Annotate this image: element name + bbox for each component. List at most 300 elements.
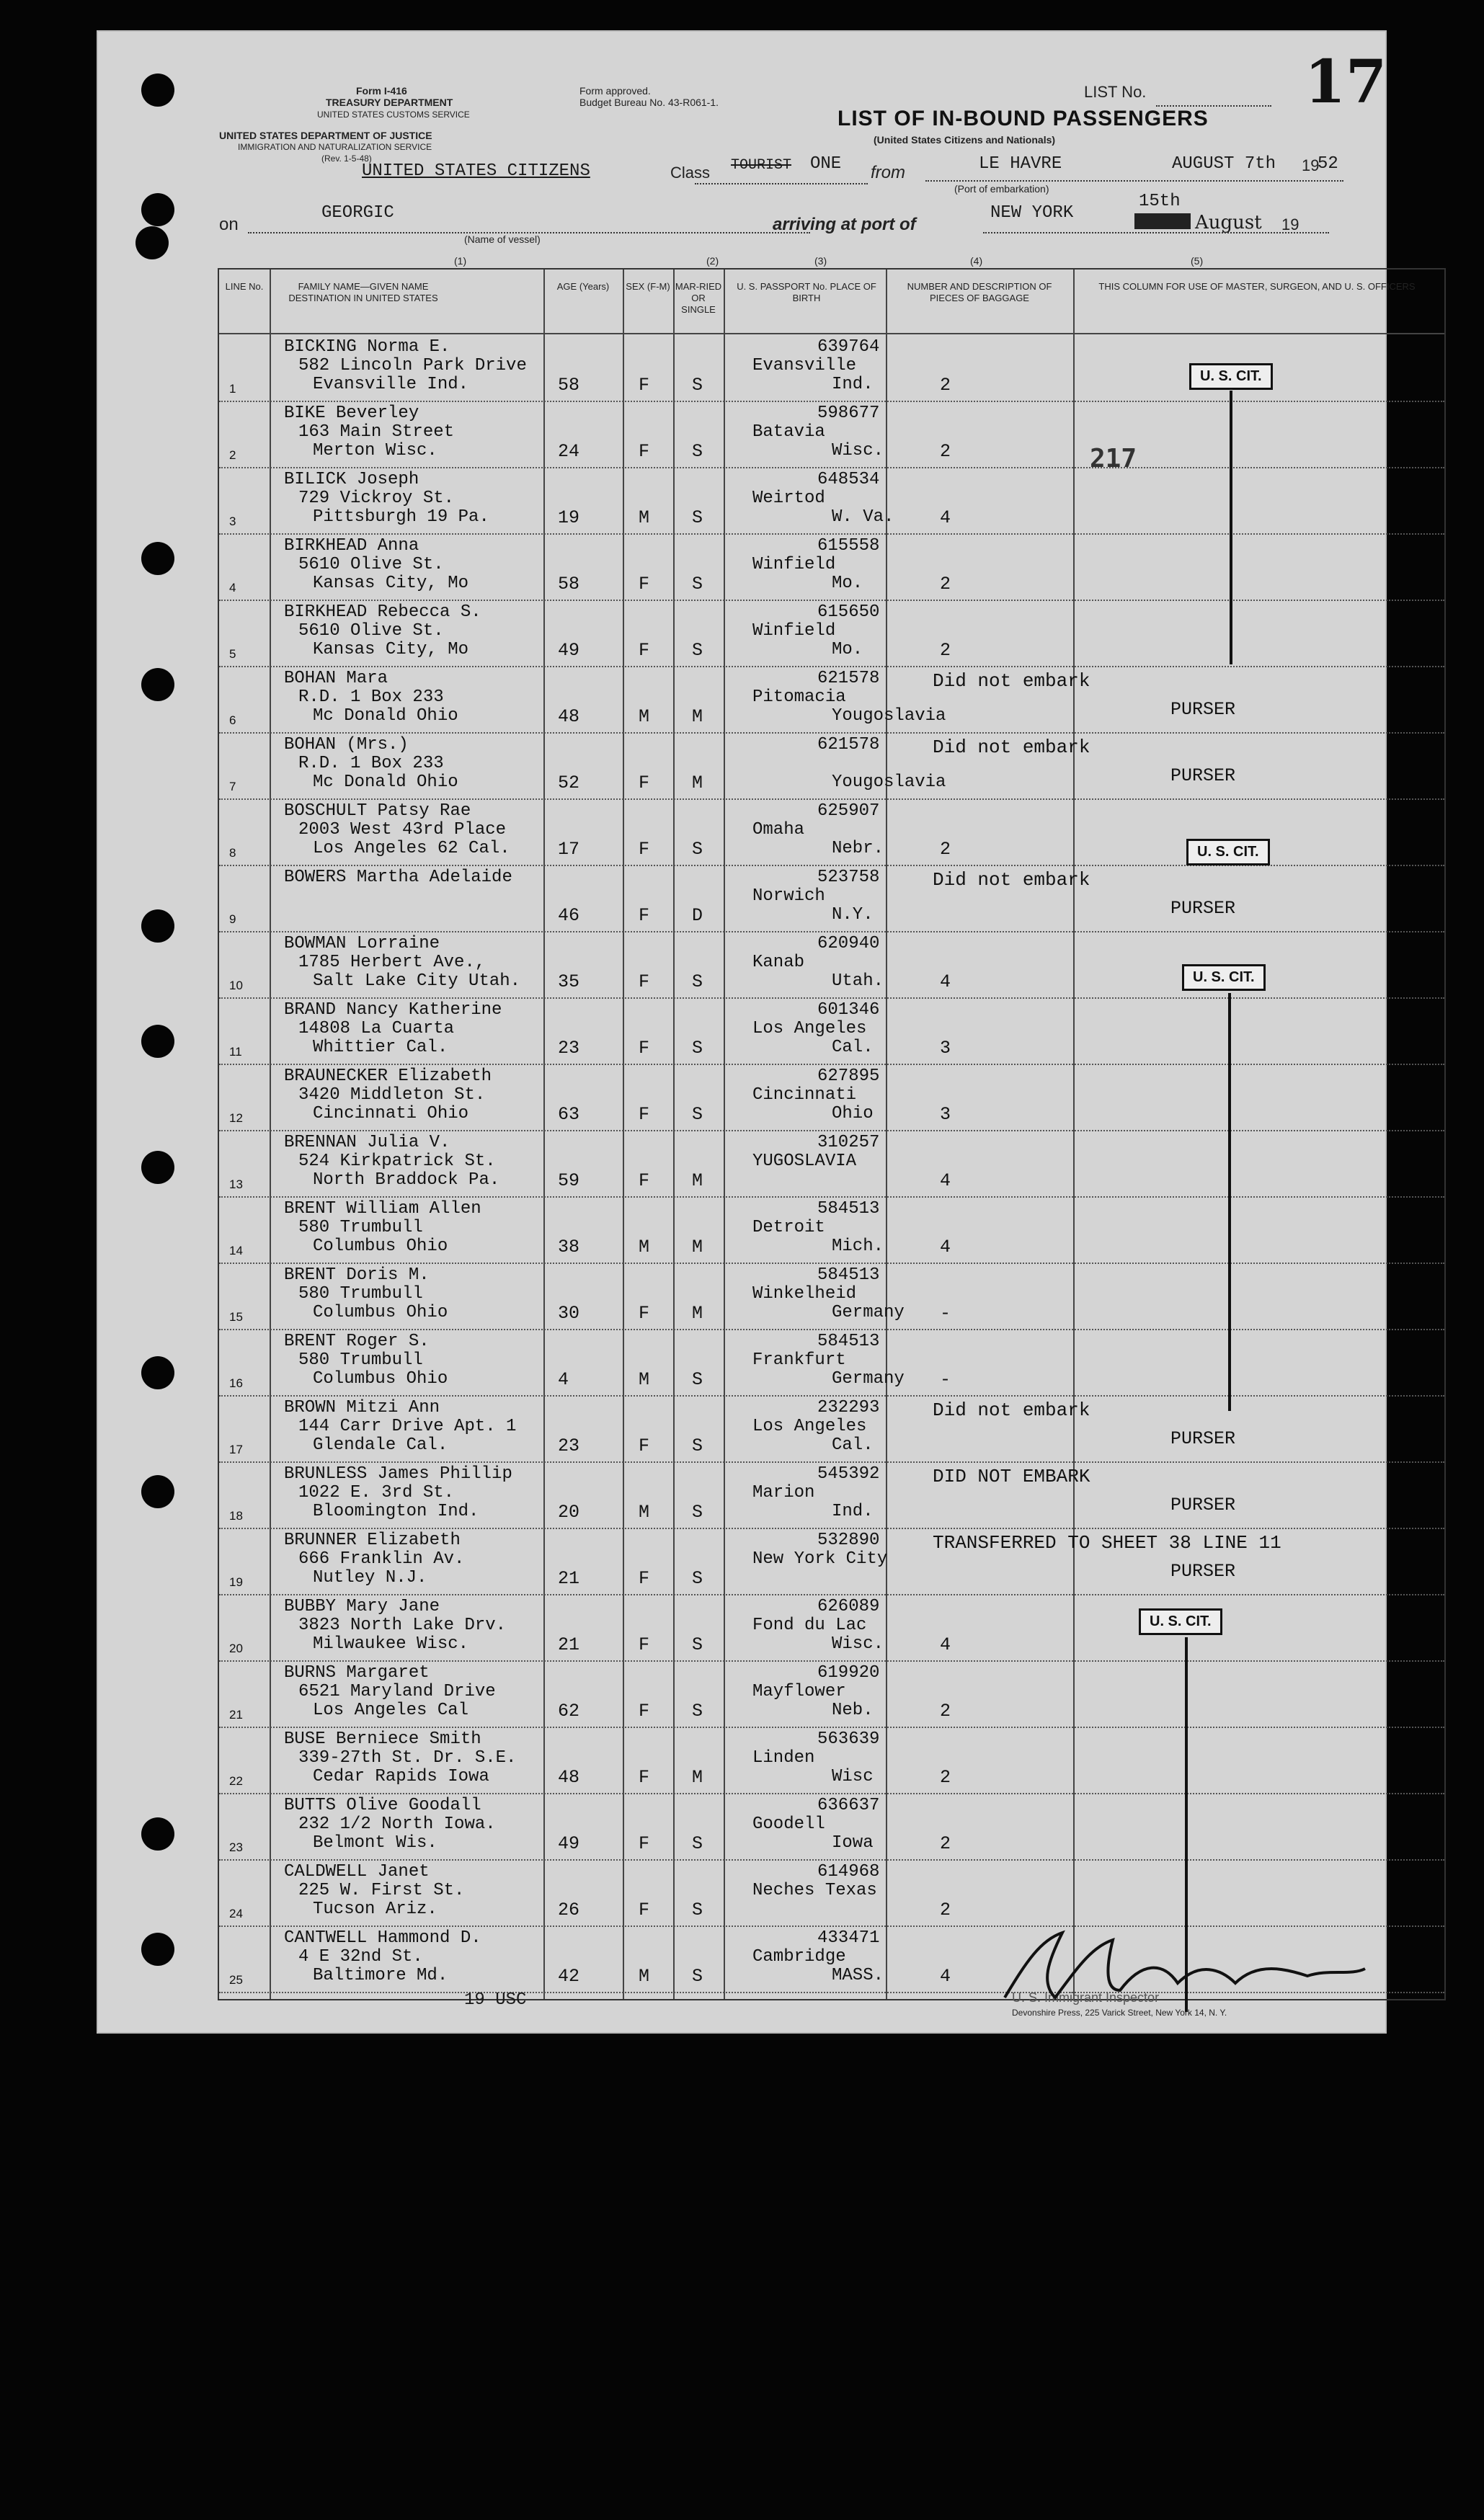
address-city: North Braddock Pa. <box>313 1170 500 1190</box>
birth-place: Detroit <box>752 1218 825 1237</box>
address-street: 14808 La Cuarta <box>298 1019 455 1038</box>
passport-number: 620940 <box>817 934 880 953</box>
passenger-sex: F <box>639 640 650 661</box>
marital-status: S <box>692 1369 703 1390</box>
birth-region: Mo. <box>832 640 863 659</box>
passenger-age: 42 <box>558 1966 580 1987</box>
table-row <box>219 865 1444 932</box>
address-street: 580 Trumbull <box>298 1284 423 1304</box>
marital-status: M <box>692 1767 703 1788</box>
remark: Did not embark <box>933 869 1090 891</box>
marital-status: S <box>692 1833 703 1854</box>
baggage-count: 2 <box>940 441 951 462</box>
address-city: Salt Lake City Utah. <box>313 971 521 991</box>
passenger-age: 23 <box>558 1038 580 1059</box>
passenger-name: BIRKHEAD Anna <box>284 536 419 556</box>
table-row <box>219 732 1444 800</box>
passenger-name: BRENT Roger S. <box>284 1332 430 1351</box>
passenger-sex: F <box>639 971 650 992</box>
address-street: 3823 North Lake Drv. <box>298 1616 507 1635</box>
passenger-name: CANTWELL Hammond D. <box>284 1928 481 1948</box>
marital-status: S <box>692 574 703 595</box>
table-row <box>219 1859 1444 1927</box>
passenger-sex: F <box>639 773 650 793</box>
address-city: Milwaukee Wisc. <box>313 1634 469 1654</box>
purser-note: PURSER <box>1170 1428 1236 1449</box>
address-street: 339-27th St. Dr. S.E. <box>298 1748 517 1768</box>
table-row <box>219 1461 1444 1529</box>
passenger-sex: F <box>639 1435 650 1456</box>
marital-status: M <box>692 706 703 727</box>
vessel-label: (Name of vessel) <box>464 233 541 245</box>
baggage-count: 2 <box>940 1701 951 1722</box>
binder-hole <box>141 1817 174 1851</box>
line-number: 5 <box>229 647 236 661</box>
baggage-count: 4 <box>940 1634 951 1655</box>
passport-number: 625907 <box>817 801 880 821</box>
stamp-217: 217 <box>1090 444 1137 473</box>
citizens-label: UNITED STATES CITIZENS <box>362 161 590 181</box>
line-number: 20 <box>229 1642 243 1655</box>
passenger-age: 49 <box>558 640 580 661</box>
line-number: 1 <box>229 382 236 396</box>
binder-hole <box>141 1025 174 1058</box>
birth-place: Pitomacia <box>752 687 846 707</box>
baggage-count: 4 <box>940 971 951 992</box>
passport-number: 619920 <box>817 1663 880 1683</box>
birth-region: Ohio <box>832 1104 874 1123</box>
address-city: Baltimore Md. <box>313 1966 448 1985</box>
address-street: 666 Franklin Av. <box>298 1549 465 1569</box>
birth-region: Yougoslavia <box>832 773 946 792</box>
marital-status: S <box>692 1568 703 1589</box>
passenger-sex: F <box>639 1767 650 1788</box>
passenger-name: BIKE Beverley <box>284 404 419 423</box>
baggage-count: 4 <box>940 1237 951 1257</box>
table-row <box>219 401 1444 468</box>
table-row <box>219 1064 1444 1131</box>
marital-status: S <box>692 971 703 992</box>
passenger-sex: F <box>639 839 650 860</box>
birth-place: Kanab <box>752 953 805 972</box>
birth-place: Neches Texas <box>752 1881 877 1900</box>
customs-service: UNITED STATES CUSTOMS SERVICE <box>317 110 470 120</box>
table-row <box>219 1395 1444 1463</box>
birth-place: Winfield <box>752 555 836 574</box>
class-label: Class <box>670 164 711 182</box>
marital-status: S <box>692 441 703 462</box>
passenger-age: 35 <box>558 971 580 992</box>
header-sex: SEX (F-M) <box>626 281 670 292</box>
address-city: Kansas City, Mo <box>313 574 469 593</box>
address-city: Kansas City, Mo <box>313 640 469 659</box>
purser-note: PURSER <box>1170 765 1236 786</box>
birth-region: W. Va. <box>832 507 894 527</box>
passenger-sex: F <box>639 1634 650 1655</box>
passenger-name: BOHAN Mara <box>284 669 388 688</box>
passenger-age: 62 <box>558 1701 580 1722</box>
baggage-count: 2 <box>940 640 951 661</box>
address-street: 3420 Middleton St. <box>298 1085 486 1105</box>
justice-dept: UNITED STATES DEPARTMENT OF JUSTICE <box>219 130 432 141</box>
birth-region: Mo. <box>832 574 863 593</box>
address-city: Columbus Ohio <box>313 1237 448 1256</box>
passenger-age: 23 <box>558 1435 580 1456</box>
passenger-name: BRAUNECKER Elizabeth <box>284 1067 492 1086</box>
remark: TRANSFERRED TO SHEET 38 LINE 11 <box>933 1532 1281 1554</box>
purser-note: PURSER <box>1170 699 1236 720</box>
baggage-count: 2 <box>940 839 951 860</box>
line-number: 19 <box>229 1575 243 1589</box>
passenger-name: BOHAN (Mrs.) <box>284 735 409 754</box>
line-number: 3 <box>229 515 236 528</box>
passenger-age: 26 <box>558 1900 580 1920</box>
from-label: from <box>871 163 905 182</box>
address-city: Belmont Wis. <box>313 1833 437 1853</box>
list-number: 17 <box>1305 48 1387 117</box>
passport-number: 523758 <box>817 868 880 887</box>
baggage-count: 2 <box>940 1833 951 1854</box>
marital-status: S <box>692 375 703 396</box>
passenger-sex: F <box>639 441 650 462</box>
form-number: Form I-416 <box>356 85 407 97</box>
printer-line: Devonshire Press, 225 Varick Street, New York 14, N. Y. <box>1012 2008 1227 2018</box>
passenger-sex: F <box>639 1900 650 1920</box>
address-street: 580 Trumbull <box>298 1350 423 1370</box>
address-city: Columbus Ohio <box>313 1369 448 1389</box>
passenger-name: BUTTS Olive Goodall <box>284 1796 481 1815</box>
passenger-sex: F <box>639 1038 650 1059</box>
line-number: 23 <box>229 1840 243 1854</box>
address-city: Merton Wisc. <box>313 441 437 460</box>
passenger-age: 46 <box>558 905 580 926</box>
arrival-day: 15th <box>1139 192 1181 211</box>
col-num-3: (3) <box>814 255 827 267</box>
passenger-age: 49 <box>558 1833 580 1854</box>
passport-number: 532890 <box>817 1531 880 1550</box>
budget-bureau: Budget Bureau No. 43-R061-1. <box>579 97 719 108</box>
marital-status: M <box>692 1170 703 1191</box>
passenger-name: BOWERS Martha Adelaide <box>284 868 512 887</box>
birth-region: Neb. <box>832 1701 874 1720</box>
address-street: R.D. 1 Box 233 <box>298 754 444 773</box>
birth-place: Fond du Lac <box>752 1616 867 1635</box>
vessel-name: GEORGIC <box>321 203 394 223</box>
form-revision: (Rev. 1-5-48) <box>321 153 372 164</box>
passport-number: 584513 <box>817 1332 880 1351</box>
header-married: MAR-RIED OR SINGLE <box>675 281 722 315</box>
line-number: 11 <box>229 1045 242 1059</box>
address-street: R.D. 1 Box 233 <box>298 687 444 707</box>
us-cit-stamp: U. S. CIT. <box>1182 964 1266 991</box>
birth-region: Wisc. <box>832 1634 884 1654</box>
col-num-2: (2) <box>706 255 719 267</box>
binder-hole <box>141 1933 174 1966</box>
col-num-1: (1) <box>454 255 467 267</box>
passport-number: 626089 <box>817 1597 880 1616</box>
passenger-sex: F <box>639 574 650 595</box>
birth-place: Evansville <box>752 356 857 375</box>
binder-hole <box>141 193 174 226</box>
baggage-count: - <box>940 1369 951 1390</box>
address-city: Glendale Cal. <box>313 1435 448 1455</box>
remark: DID NOT EMBARK <box>933 1466 1090 1487</box>
address-city: Evansville Ind. <box>313 375 469 394</box>
birth-place: Winfield <box>752 621 836 641</box>
passenger-sex: F <box>639 1568 650 1589</box>
passport-number: 636637 <box>817 1796 880 1815</box>
address-city: Mc Donald Ohio <box>313 706 458 726</box>
list-title: LIST OF IN-BOUND PASSENGERS <box>837 107 1209 130</box>
marital-status: S <box>692 1435 703 1456</box>
inspector-signature <box>998 1918 1372 2012</box>
line-number: 17 <box>229 1443 243 1456</box>
purser-note: PURSER <box>1170 1495 1236 1515</box>
remark: Did not embark <box>933 736 1090 758</box>
birth-place: Frankfurt <box>752 1350 846 1370</box>
birth-region: N.Y. <box>832 905 874 925</box>
remark: Did not embark <box>933 670 1090 692</box>
passport-number: 621578 <box>817 669 880 688</box>
passport-number: 310257 <box>817 1133 880 1152</box>
remark: Did not embark <box>933 1399 1090 1421</box>
address-street: 582 Lincoln Park Drive <box>298 356 527 375</box>
footer-19-usc: 19 USC <box>464 1990 527 2010</box>
header-age: AGE (Years) <box>556 281 610 292</box>
binder-hole <box>141 542 174 575</box>
passport-number: 627895 <box>817 1067 880 1086</box>
address-city: Columbus Ohio <box>313 1303 448 1322</box>
birth-place: Omaha <box>752 820 805 840</box>
passenger-name: BOSCHULT Patsy Rae <box>284 801 471 821</box>
passenger-age: 17 <box>558 839 580 860</box>
marital-status: S <box>692 507 703 528</box>
arrival-year: 19 <box>1281 215 1299 233</box>
table-row <box>219 1528 1444 1595</box>
line-number: 13 <box>229 1177 243 1191</box>
table-row <box>219 1130 1444 1198</box>
table-row <box>219 1660 1444 1728</box>
manifest-sheet <box>97 30 1416 2034</box>
passport-number: 584513 <box>817 1265 880 1285</box>
birth-region: Wisc <box>832 1767 874 1786</box>
birth-place: Los Angeles <box>752 1417 867 1436</box>
birth-region: MASS. <box>832 1966 884 1985</box>
passport-number: 615558 <box>817 536 880 556</box>
birth-place: Norwich <box>752 886 825 906</box>
passport-number: 563639 <box>817 1729 880 1749</box>
birth-region: Ind. <box>832 375 874 394</box>
passenger-age: 21 <box>558 1634 580 1655</box>
passenger-name: CALDWELL Janet <box>284 1862 430 1882</box>
header-line-no: LINE No. <box>225 281 264 292</box>
birth-place: New York City <box>752 1549 888 1569</box>
table-row <box>219 1594 1444 1662</box>
birth-place: Goodell <box>752 1815 825 1834</box>
address-street: 225 W. First St. <box>298 1881 465 1900</box>
ins-service: IMMIGRATION AND NATURALIZATION SERVICE <box>238 142 432 152</box>
line-number: 2 <box>229 448 236 462</box>
line-number: 14 <box>229 1244 243 1257</box>
baggage-count: 2 <box>940 375 951 396</box>
address-city: Nutley N.J. <box>313 1568 427 1588</box>
birth-region: Mich. <box>832 1237 884 1256</box>
line-number: 16 <box>229 1376 243 1390</box>
birth-region: Nebr. <box>832 839 884 858</box>
header-baggage: NUMBER AND DESCRIPTION OF PIECES OF BAGGAGE <box>907 281 1052 303</box>
table-row <box>219 997 1444 1065</box>
passenger-age: 48 <box>558 1767 580 1788</box>
birth-region: Yougoslavia <box>832 706 946 726</box>
birth-place: Cambridge <box>752 1947 846 1967</box>
passenger-sex: F <box>639 1303 650 1324</box>
marital-status: S <box>692 1966 703 1987</box>
address-city: Pittsburgh 19 Pa. <box>313 507 489 527</box>
marital-status: S <box>692 1038 703 1059</box>
marital-status: S <box>692 640 703 661</box>
address-street: 144 Carr Drive Apt. 1 <box>298 1417 517 1436</box>
baggage-count: 2 <box>940 574 951 595</box>
birth-place: Marion <box>752 1483 815 1502</box>
line-number: 22 <box>229 1774 243 1788</box>
arrival-month: August <box>1195 212 1262 233</box>
address-street: 1785 Herbert Ave., <box>298 953 486 972</box>
address-street: 1022 E. 3rd St. <box>298 1483 455 1502</box>
table-row <box>219 1793 1444 1861</box>
passenger-name: BRENT Doris M. <box>284 1265 430 1285</box>
passenger-name: BILICK Joseph <box>284 470 419 489</box>
birth-place: Linden <box>752 1748 815 1768</box>
address-street: 4 E 32nd St. <box>298 1947 423 1967</box>
address-city: Los Angeles Cal <box>313 1701 469 1720</box>
col-num-5: (5) <box>1191 255 1204 267</box>
birth-place: Batavia <box>752 422 825 442</box>
marital-status: S <box>692 1634 703 1655</box>
birth-region: Utah. <box>832 971 884 991</box>
birth-region: Cal. <box>832 1435 874 1455</box>
line-number: 8 <box>229 846 236 860</box>
header-officers: THIS COLUMN FOR USE OF MASTER, SURGEON, AND U. S. OFFICERS <box>1098 281 1416 292</box>
passenger-age: 63 <box>558 1104 580 1125</box>
line-number: 6 <box>229 713 236 727</box>
line-number: 24 <box>229 1907 243 1920</box>
baggage-count: 4 <box>940 1966 951 1987</box>
col-num-4: (4) <box>970 255 983 267</box>
birth-region: Germany <box>832 1303 905 1322</box>
line-number: 4 <box>229 581 236 595</box>
arrival-port: NEW YORK <box>990 203 1074 223</box>
line-number: 21 <box>229 1708 243 1722</box>
baggage-count: 3 <box>940 1038 951 1059</box>
table-row <box>219 600 1444 667</box>
address-city: Tucson Ariz. <box>313 1900 437 1919</box>
treasury-dept: TREASURY DEPARTMENT <box>326 97 453 108</box>
embarkation-label: (Port of embarkation) <box>954 183 1049 195</box>
address-street: 6521 Maryland Drive <box>298 1682 496 1701</box>
passport-number: 601346 <box>817 1000 880 1020</box>
birth-place: Los Angeles <box>752 1019 867 1038</box>
passenger-sex: M <box>639 1502 650 1523</box>
passenger-name: BIRKHEAD Rebecca S. <box>284 602 481 622</box>
passenger-table <box>218 268 1446 2000</box>
passenger-name: BUSE Berniece Smith <box>284 1729 481 1749</box>
passenger-sex: M <box>639 507 650 528</box>
header-passport: U. S. PASSPORT No. PLACE OF BIRTH <box>737 281 876 303</box>
passenger-age: 24 <box>558 441 580 462</box>
passenger-sex: F <box>639 1104 650 1125</box>
passenger-name: BOWMAN Lorraine <box>284 934 440 953</box>
binder-hole <box>141 1475 174 1508</box>
passport-number: 614968 <box>817 1862 880 1882</box>
address-city: Whittier Cal. <box>313 1038 448 1057</box>
departure-year: 52 <box>1318 154 1338 174</box>
address-city: Cincinnati Ohio <box>313 1104 469 1123</box>
birth-region: Cal. <box>832 1038 874 1057</box>
passenger-age: 30 <box>558 1303 580 1324</box>
marital-status: M <box>692 773 703 793</box>
class-crossed: TOURIST <box>731 157 792 174</box>
line-number: 18 <box>229 1509 243 1523</box>
passenger-name: BICKING Norma E. <box>284 337 450 357</box>
table-row <box>219 533 1444 601</box>
address-city: Mc Donald Ohio <box>313 773 458 792</box>
marital-status: S <box>692 1502 703 1523</box>
passenger-sex: M <box>639 1966 650 1987</box>
passport-number: 232293 <box>817 1398 880 1417</box>
birth-region: Germany <box>832 1369 905 1389</box>
arriving-label: arriving at port of <box>773 215 916 234</box>
address-street: 2003 West 43rd Place <box>298 820 507 840</box>
address-street: 5610 Olive St. <box>298 621 444 641</box>
binder-hole <box>141 668 174 701</box>
us-cit-stamp: U. S. CIT. <box>1189 363 1273 390</box>
departure-date: AUGUST 7th <box>1172 154 1276 174</box>
passport-number: 648534 <box>817 470 880 489</box>
birth-place: Winkelheid <box>752 1284 857 1304</box>
passport-number: 584513 <box>817 1199 880 1219</box>
birth-place: Weirtod <box>752 489 825 508</box>
marital-status: S <box>692 1104 703 1125</box>
header-name: FAMILY NAME—GIVEN NAME DESTINATION IN UNITED STATES <box>288 281 438 303</box>
table-row <box>219 666 1444 734</box>
passenger-age: 48 <box>558 706 580 727</box>
marital-status: M <box>692 1237 703 1257</box>
year-prefix: 19 <box>1302 156 1320 174</box>
address-street: 729 Vickroy St. <box>298 489 455 508</box>
line-number: 9 <box>229 912 236 926</box>
line-number: 7 <box>229 780 236 793</box>
form-approved: Form approved. <box>579 85 651 97</box>
us-cit-stamp: U. S. CIT. <box>1186 839 1270 865</box>
passport-number: 545392 <box>817 1464 880 1484</box>
passport-number: 598677 <box>817 404 880 423</box>
from-port: LE HAVRE <box>979 154 1062 174</box>
birth-place: Cincinnati <box>752 1085 857 1105</box>
passenger-name: BROWN Mitzi Ann <box>284 1398 440 1417</box>
birth-region: Ind. <box>832 1502 874 1521</box>
address-city: Bloomington Ind. <box>313 1502 479 1521</box>
passport-number: 621578 <box>817 735 880 754</box>
passenger-name: BRUNLESS James Phillip <box>284 1464 512 1484</box>
marital-status: S <box>692 839 703 860</box>
passenger-age: 20 <box>558 1502 580 1523</box>
table-row <box>219 1196 1444 1264</box>
address-street: 163 Main Street <box>298 422 455 442</box>
passenger-sex: F <box>639 905 650 926</box>
marital-status: M <box>692 1303 703 1324</box>
baggage-count: 4 <box>940 507 951 528</box>
passenger-name: BRENT William Allen <box>284 1199 481 1219</box>
